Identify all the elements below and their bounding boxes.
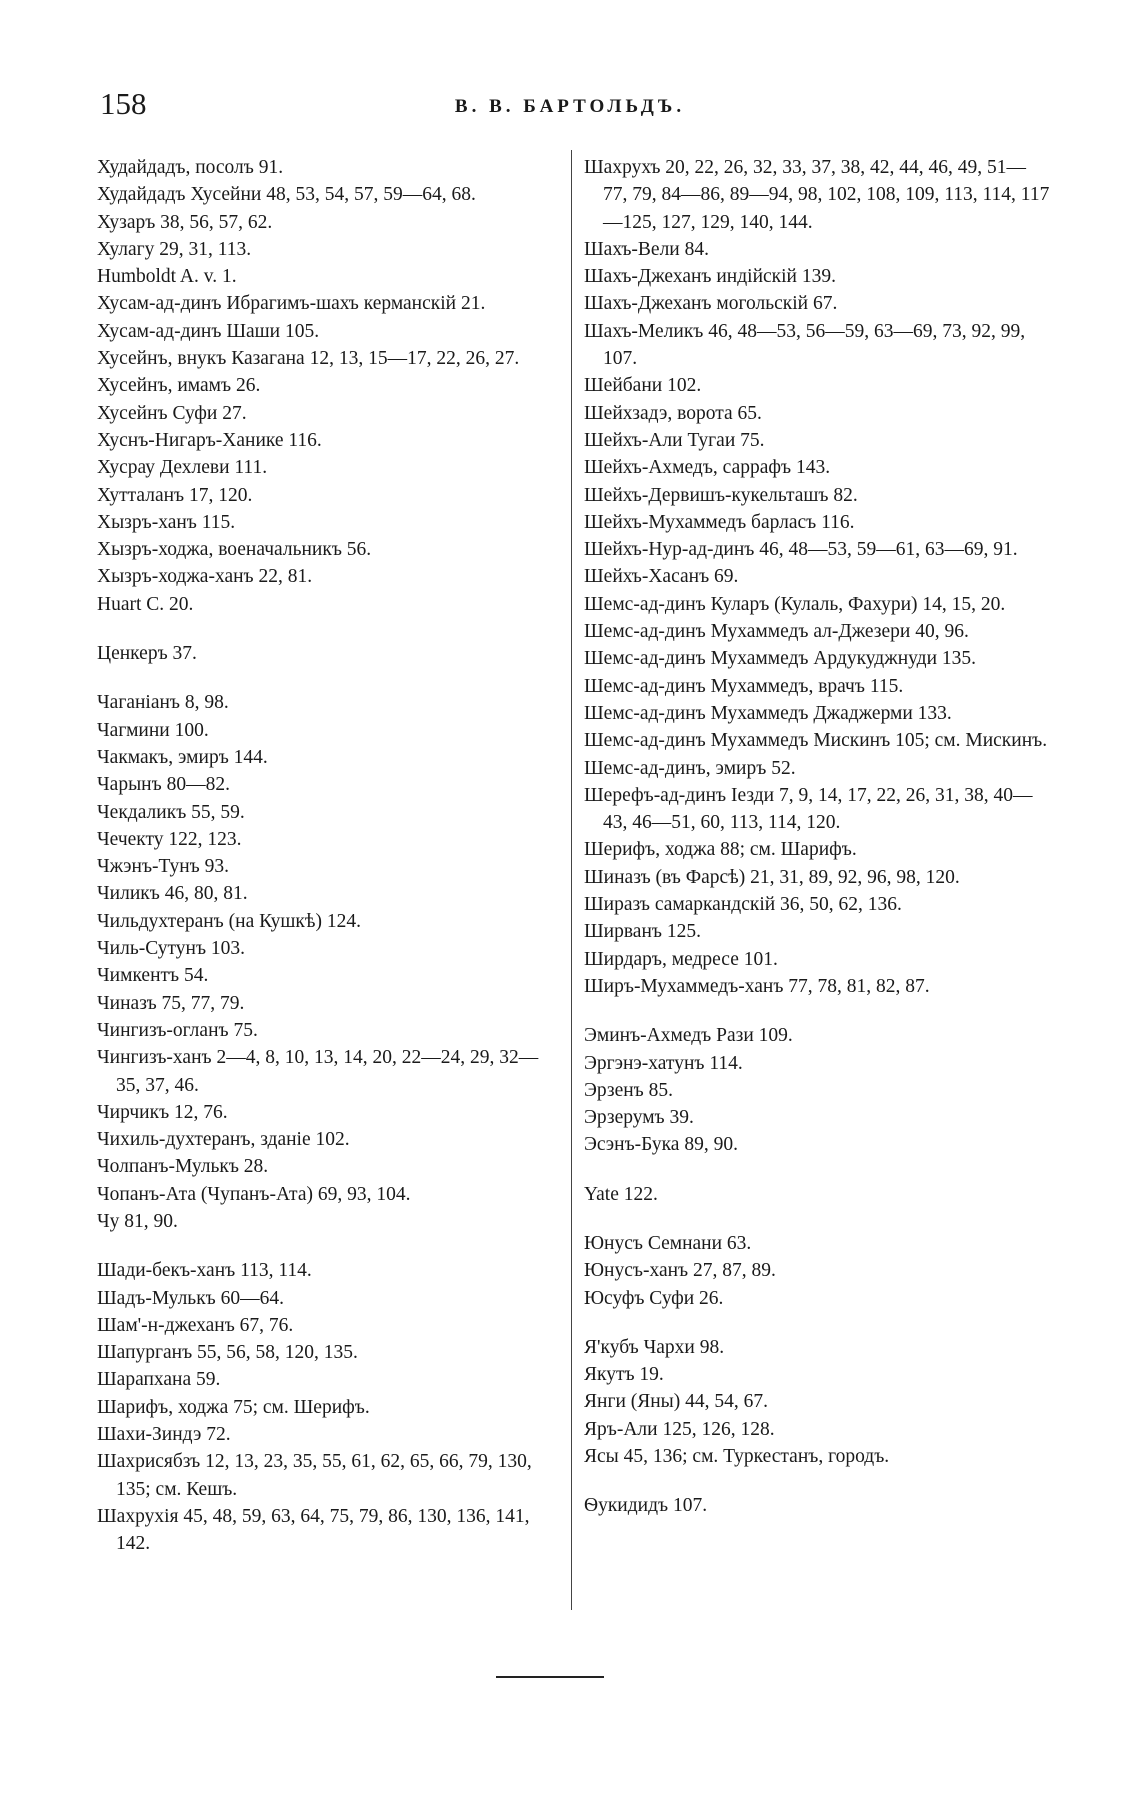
index-entry: Хулагу 29, 31, 113.	[97, 238, 252, 260]
index-entry: Ширванъ 125.	[584, 921, 701, 943]
index-entry: Humboldt A. v. 1.	[97, 266, 237, 288]
index-entry: Янги (Яны) 44, 54, 67.	[584, 1391, 769, 1413]
index-entry: Чиль-Сутунъ 103.	[97, 938, 246, 960]
index-entry: Шемс-ад-динъ Куларъ (Кулаль, Фахури) 14, 15, 20.	[584, 593, 1006, 615]
index-entry: Шерифъ, ходжа 88; см. Шарифъ.	[584, 839, 857, 861]
index-entry: Шадъ-Мулькъ 60—64.	[97, 1287, 285, 1309]
index-entry: Шарифъ, ходжа 75; см. Шерифъ.	[97, 1396, 370, 1418]
index-entry: Шейхъ-Нур-ад-динъ 46, 48—53, 59—61, 63—69, 91.	[584, 539, 1018, 561]
index-entry: Чирчикъ 12, 76.	[97, 1101, 228, 1123]
index-entry: Yate 122.	[584, 1183, 658, 1205]
index-entry: Хусейнъ, имамъ 26.	[97, 375, 261, 397]
index-entry: Шемс-ад-динъ Мухаммедъ Мискинъ 105; см. Мискинъ.	[584, 730, 1048, 752]
index-entry: Шахрухія 45, 48, 59, 63, 64, 75, 79, 86, 130, 136, 141, 142.	[97, 1505, 530, 1555]
index-entry: Чихиль-духтеранъ, зданіе 102.	[97, 1129, 350, 1151]
index-entry: Юнусъ-ханъ 27, 87, 89.	[584, 1260, 776, 1282]
index-entry: Хусам-ад-динъ Шаши 105.	[97, 320, 320, 342]
letter-group	[584, 1022, 1050, 1158]
page-number: 158	[100, 86, 147, 121]
letter-group-gap	[584, 1159, 1050, 1181]
index-entry: Ценкеръ 37.	[97, 643, 197, 665]
index-entry: Ясы 45, 136; см. Туркестанъ, городъ.	[584, 1446, 890, 1468]
index-entry: Чопанъ-Ата (Чупанъ-Ата) 69, 93, 104.	[97, 1183, 411, 1205]
letter-group	[97, 689, 557, 1235]
index-entry: Чиликъ 46, 80, 81.	[97, 883, 248, 905]
index-entry: Чимкентъ 54.	[97, 965, 209, 987]
letter-group-gap	[584, 1312, 1050, 1334]
index-entry: Хызръ-ханъ 115.	[97, 511, 236, 533]
running-title: В. В. БАРТОЛЬДЪ.	[454, 96, 686, 117]
index-entry: Шейхъ-Дервишъ-кукельташъ 82.	[584, 484, 858, 506]
index-entry: Эминъ-Ахмедъ Рази 109.	[584, 1025, 793, 1047]
index-entry: Ѳукидидъ 107.	[584, 1495, 708, 1517]
index-entry: Ширъ-Мухаммедъ-ханъ 77, 78, 81, 82, 87.	[584, 975, 930, 997]
letter-group-gap	[97, 667, 557, 689]
index-entry: Эсэнъ-Бука 89, 90.	[584, 1134, 738, 1156]
index-entry: Шам'-н-джеханъ 67, 76.	[97, 1314, 294, 1336]
index-column-left	[97, 154, 557, 1558]
index-entry: Хуснъ-Нигаръ-Ханике 116.	[97, 429, 322, 451]
index-entry: Чингизъ-ханъ 2—4, 8, 10, 13, 14, 20, 22—24, 29, 32—35, 37, 46.	[97, 1047, 539, 1096]
index-entry: Чаганіанъ 8, 98.	[97, 692, 229, 714]
index-entry: Шахъ-Вели 84.	[584, 238, 709, 260]
index-entry: Чечекту 122, 123.	[97, 828, 242, 850]
index-entry: Чингизъ-огланъ 75.	[97, 1019, 258, 1041]
index-entry: Хусейнъ Суфи 27.	[97, 402, 247, 424]
index-entry: Шахъ-Джеханъ могольскій 67.	[584, 293, 838, 315]
letter-group	[97, 154, 557, 618]
index-entry: Шемс-ад-динъ Мухаммедъ Джаджерми 133.	[584, 702, 952, 724]
index-entry: Шемс-ад-динъ Мухаммедъ Ардукуджнуди 135.	[584, 648, 977, 670]
letter-group-gap	[97, 618, 557, 640]
index-entry: Ширдаръ, медресе 101.	[584, 948, 778, 970]
letter-group	[584, 154, 1050, 1000]
index-entry: Huart C. 20.	[97, 593, 194, 615]
letter-group-gap	[97, 1235, 557, 1257]
letter-group	[97, 1257, 557, 1557]
index-entry: Шахъ-Меликъ 46, 48—53, 56—59, 63—69, 73, 92, 99, 107.	[584, 320, 1026, 370]
index-entry: Чу 81, 90.	[97, 1210, 178, 1232]
index-entry: Ширазъ самаркандскій 36, 50, 62, 136.	[584, 894, 902, 916]
index-entry: Шемс-ад-динъ Мухаммедъ, врачъ 115.	[584, 675, 904, 697]
index-entry: Чиназъ 75, 77, 79.	[97, 992, 245, 1014]
column-divider	[571, 150, 572, 1610]
letter-group	[584, 1230, 1050, 1312]
index-entry: Худайдадъ Хусейни 48, 53, 54, 57, 59—64, 68.	[97, 184, 476, 206]
index-entry: Яръ-Али 125, 126, 128.	[584, 1418, 775, 1440]
index-entry: Хутталанъ 17, 120.	[97, 484, 253, 506]
index-entry: Чакмакъ, эмиръ 144.	[97, 746, 268, 768]
letter-group	[584, 1492, 1050, 1519]
index-entry: Хусрау Дехлеви 111.	[97, 457, 268, 479]
index-entry: Шейбани 102.	[584, 375, 702, 397]
index-entry: Шейхъ-Ахмедъ, саррафъ 143.	[584, 457, 831, 479]
index-entry: Шапурганъ 55, 56, 58, 120, 135.	[97, 1342, 358, 1364]
index-entry: Шемс-ад-динъ, эмиръ 52.	[584, 757, 796, 779]
index-entry: Чильдухтеранъ (на Кушкѣ) 124.	[97, 910, 361, 932]
index-entry: Шейхзадэ, ворота 65.	[584, 402, 762, 424]
index-entry: Шахъ-Джеханъ индійскій 139.	[584, 266, 836, 288]
index-column-right	[584, 154, 1050, 1520]
index-entry: Хызръ-ходжа, военачальникъ 56.	[97, 539, 372, 561]
index-entry: Хусейнъ, внукъ Казагана 12, 13, 15—17, 22, 26, 27.	[97, 348, 520, 370]
index-entry: Шейхъ-Хасанъ 69.	[584, 566, 739, 588]
letter-group-gap	[584, 1208, 1050, 1230]
index-entry: Юсуфъ Суфи 26.	[584, 1287, 724, 1309]
index-entry: Чагмини 100.	[97, 719, 209, 741]
letter-group	[584, 1334, 1050, 1470]
index-entry: Шади-бекъ-ханъ 113, 114.	[97, 1260, 312, 1282]
index-entry: Эрзерумъ 39.	[584, 1107, 694, 1129]
index-entry: Шиназъ (въ Фарсѣ) 21, 31, 89, 92, 96, 98, 120.	[584, 866, 960, 888]
index-entry: Хузаръ 38, 56, 57, 62.	[97, 211, 273, 233]
index-entry: Чжэнъ-Тунъ 93.	[97, 856, 229, 878]
index-entry: Хусам-ад-динъ Ибрагимъ-шахъ керманскій 21.	[97, 293, 486, 315]
index-entry: Шахрухъ 20, 22, 26, 32, 33, 37, 38, 42, 44, 46, 49, 51—77, 79, 84—86, 89—94, 98, 102, 108, 109, 113, 114, 117—125, 127, 129, 140, 144.	[584, 157, 1050, 233]
index-entry: Якутъ 19.	[584, 1364, 664, 1386]
index-entry: Шейхъ-Мухаммедъ барласъ 116.	[584, 511, 855, 533]
index-entry: Хызръ-ходжа-ханъ 22, 81.	[97, 566, 313, 588]
index-entry: Чекдаликъ 55, 59.	[97, 801, 245, 823]
index-entry: Шарапхана 59.	[97, 1369, 221, 1391]
letter-group-gap	[584, 1470, 1050, 1492]
index-entry: Шахи-Зиндэ 72.	[97, 1424, 231, 1446]
index-entry: Шейхъ-Али Тугаи 75.	[584, 429, 765, 451]
index-entry: Шерефъ-ад-динъ Іезди 7, 9, 14, 17, 22, 26, 31, 38, 40—43, 46—51, 60, 113, 114, 120.	[584, 784, 1033, 834]
index-entry: Чарынъ 80—82.	[97, 774, 230, 796]
index-entry: Я'кубъ Чархи 98.	[584, 1336, 725, 1358]
index-entry: Шахрисябзъ 12, 13, 23, 35, 55, 61, 62, 65, 66, 79, 130, 135; см. Кешъ.	[97, 1451, 532, 1500]
index-entry: Чолпанъ-Мулькъ 28.	[97, 1156, 269, 1178]
letter-group	[97, 640, 557, 667]
index-entry: Эрзенъ 85.	[584, 1079, 673, 1101]
index-entry: Шемс-ад-динъ Мухаммедъ ал-Джезери 40, 96.	[584, 621, 969, 643]
letter-group-gap	[584, 1000, 1050, 1022]
index-entry: Эргэнэ-хатунъ 114.	[584, 1052, 743, 1074]
end-rule	[496, 1676, 604, 1678]
letter-group	[584, 1181, 1050, 1208]
index-entry: Худайдадъ, посолъ 91.	[97, 157, 284, 178]
index-entry: Юнусъ Семнани 63.	[584, 1232, 752, 1254]
